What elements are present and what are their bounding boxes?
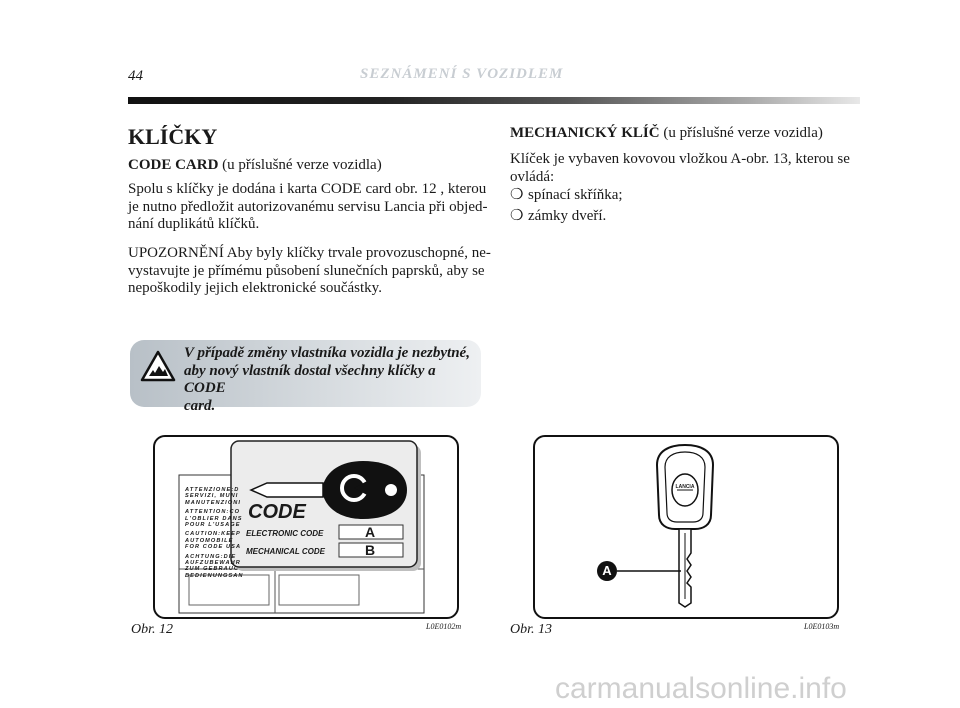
text-line: V případě změny vlastníka vozidla je nezbytné,	[184, 345, 470, 361]
mech-key-title: MECHANICKÝ KLÍČ	[510, 125, 660, 141]
header-rule	[128, 97, 860, 104]
mechanical-code-label: MECHANICAL CODE	[246, 547, 325, 556]
text-line: ACHTUNG:DIE	[185, 553, 237, 560]
text-line: SERVIZI, MUNI	[185, 493, 239, 500]
text-line: L'OBLIER DANS	[185, 515, 243, 522]
text-line: Klíček je vybaven kovovou vložkou A-obr. 13, kterou se	[510, 151, 850, 167]
mechanical-code-value: B	[365, 542, 376, 558]
running-title: SEZNÁMENÍ S VOZIDLEM	[360, 66, 564, 82]
warning-icon	[140, 350, 176, 382]
paragraph-warning-sun	[128, 245, 491, 298]
text-line: card.	[184, 397, 216, 414]
bullet-ring-icon: ❍	[510, 207, 524, 224]
code-card-subheading	[128, 157, 382, 175]
list-item-text: spínací skříňka;	[528, 187, 623, 203]
code-card-back-text	[185, 487, 244, 579]
page-number: 44	[128, 68, 143, 84]
mech-key-subheading	[510, 125, 823, 143]
lancia-badge-text: LANCIA	[675, 484, 695, 490]
text-line: ovládá:	[510, 168, 555, 185]
text-line: UPOZORNĚNÍ Aby byly klíčky trvale provozuschopné, ne-	[128, 245, 491, 261]
electronic-code-value: A	[365, 524, 376, 540]
figure-12-caption: Obr. 12	[131, 622, 174, 637]
text-line: Spolu s klíčky je dodána i karta CODE card obr. 12 , kterou	[128, 181, 487, 197]
text-line: CAUTION:KEEP	[185, 531, 241, 538]
list-item	[510, 208, 623, 226]
text-line: ATTENZIONE:D	[185, 487, 240, 493]
electronic-code-label: ELECTRONIC CODE	[246, 529, 324, 538]
text-line: vystavujte je přímému působení slunečních paprsků, aby se	[128, 262, 485, 279]
callout-label: A	[602, 563, 612, 578]
text-line: MANUTENZIONI	[185, 499, 242, 506]
paragraph-code-card	[128, 181, 487, 234]
text-line: AUFZUBEWAHR	[185, 560, 241, 567]
paragraph-mech-key	[510, 151, 860, 186]
text-line: POUR L'USAGE	[185, 522, 241, 529]
code-card-note: (u příslušné verze vozidla)	[222, 157, 382, 173]
text-line: FOR CODE USA	[185, 544, 242, 551]
figure-12-code: L0E0102m	[426, 622, 462, 631]
warning-note-text	[184, 345, 474, 415]
list-item	[510, 187, 623, 205]
figure-13-caption: Obr. 13	[510, 622, 553, 637]
text-line: nání duplikátů klíčků.	[128, 216, 260, 232]
mechanical-key-illustration	[535, 437, 835, 615]
watermark: carmanualsonline.info	[555, 672, 847, 705]
section-heading: KLÍČKY	[128, 124, 218, 149]
bullet-list	[510, 187, 623, 225]
code-card-title: CODE CARD	[128, 157, 219, 173]
figure-13-code: L0E0103m	[804, 622, 840, 631]
list-item-text: zámky dveří.	[528, 207, 607, 224]
bullet-ring-icon: ❍	[510, 187, 524, 203]
text-line: je nutno předložit autorizovanému servisu Lancia při objed-	[128, 198, 488, 215]
text-line: ATTENTION:CO	[185, 509, 241, 516]
text-line: nepoškodily jejich elektronické součástky.	[128, 280, 382, 296]
mech-key-note: (u příslušné verze vozidla)	[663, 125, 823, 141]
text-line: aby nový vlastník dostal všechny klíčky a CODE	[184, 362, 436, 396]
text-line: ZUM GEBRAUC	[185, 566, 240, 573]
text-line: BEDIENUNGSAN	[185, 572, 244, 579]
text-line: AUTOMOBILE	[185, 537, 234, 544]
code-card-title: CODE	[248, 501, 306, 523]
